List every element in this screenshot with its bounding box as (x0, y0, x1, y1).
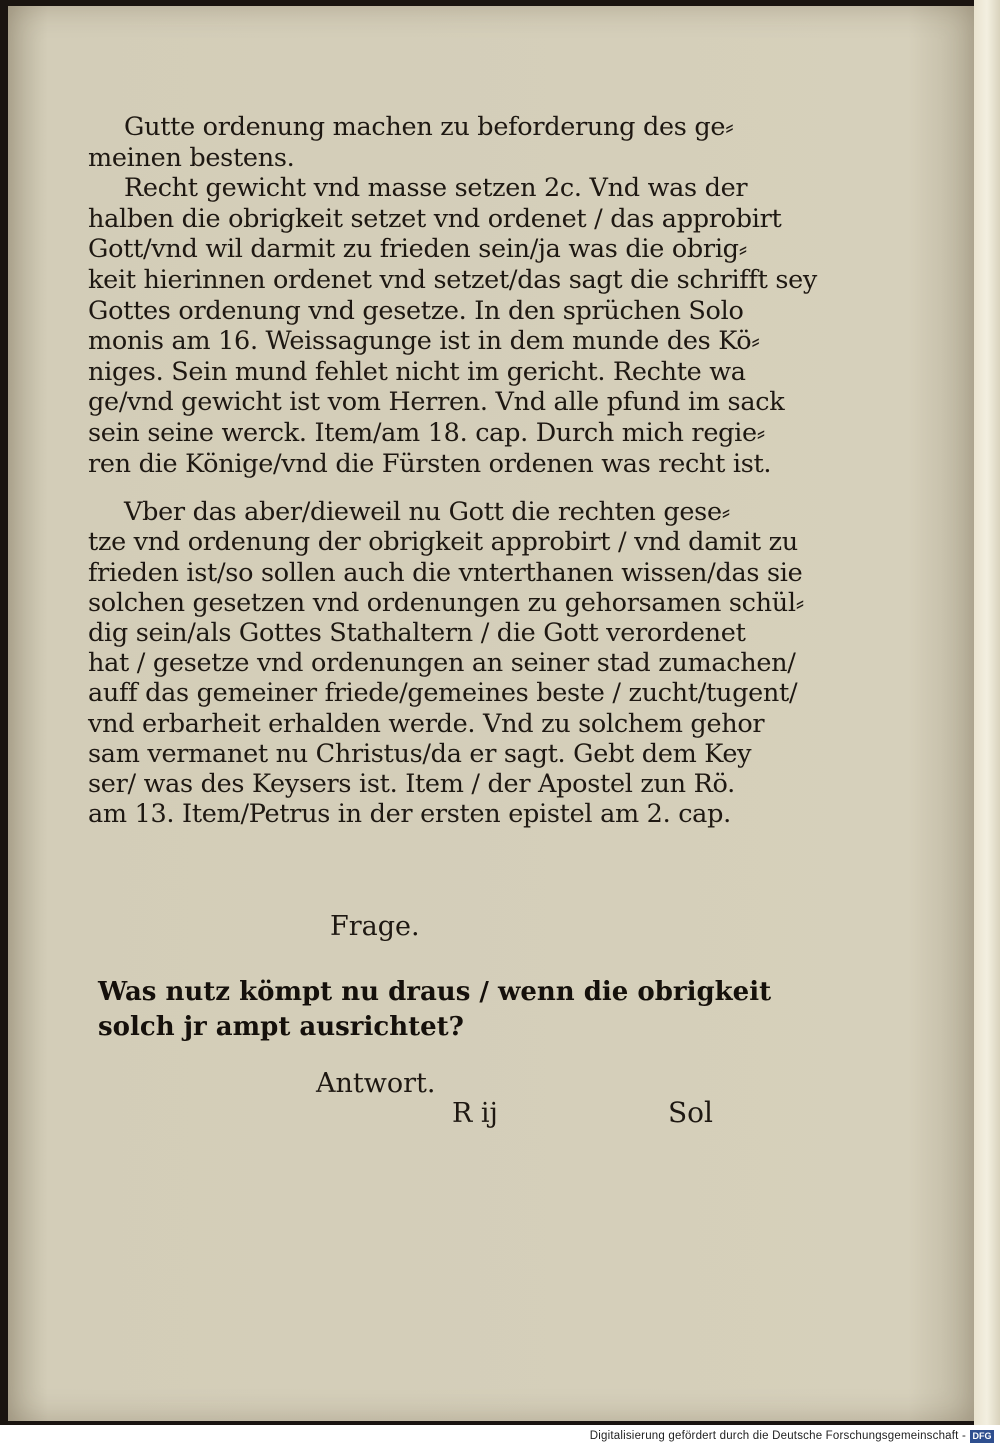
text-line: keit hierinnen ordenet vnd setzet/das sagt die schrifft sey (88, 264, 818, 295)
text-line: monis am 16. Weissagunge ist in dem munde des Kö⸗ (88, 326, 760, 357)
text-line: auff das gemeiner friede/gemeines beste / zucht/tugent/ (88, 678, 798, 709)
text-line: hat / gesetze vnd ordenungen an seiner stad zumachen/ (88, 648, 796, 679)
text-line: niges. Sein mund fehlet nicht im gericht. Rechte wa (88, 356, 746, 387)
text-line: meinen bestens. (88, 142, 295, 173)
text-line: ser/ was des Keysers ist. Item / der Apostel zun Rö. (88, 768, 735, 799)
signature-mark: R ij (452, 1098, 498, 1129)
text-line: ren die Könige/vnd die Fürsten ordenen was recht ist. (88, 448, 772, 479)
text-line: Vber das aber/dieweil nu Gott die rechten gese⸗ (124, 497, 730, 528)
page-fore-edge (974, 0, 1000, 1425)
text-line: frieden ist/so sollen auch die vnterthanen wissen/das sie (88, 557, 803, 588)
dfg-logo-icon: DFG (970, 1430, 994, 1443)
footer-credit: Digitalisierung gefördert durch die Deutsche Forschungsgemeinschaft - (589, 1430, 966, 1442)
heading-antwort: Antwort. (316, 1068, 436, 1099)
text-line: solchen gesetzen vnd ordenungen zu gehorsamen schül⸗ (88, 587, 804, 618)
text-line: vnd erbarheit erhalden werde. Vnd zu solchem gehor (88, 708, 765, 739)
text-line: Was nutz kömpt nu draus / wenn die obrigkeit (98, 977, 772, 1007)
text-line: am 13. Item/Petrus in der ersten epistel am 2. cap. (88, 799, 731, 830)
text-line: dig sein/als Gottes Stathaltern / die Gott verordenet (88, 617, 746, 648)
text-line: sam vermanet nu Christus/da er sagt. Gebt dem Key (88, 738, 752, 769)
paragraph-2 (88, 497, 804, 830)
text-line: tze vnd ordenung der obrigkeit approbirt / vnd damit zu (88, 527, 798, 558)
text-line: Recht gewicht vnd masse setzen 2c. Vnd was der (124, 173, 748, 204)
text-line: ge/vnd gewicht ist vom Herren. Vnd alle pfund im sack (88, 387, 785, 418)
question-text (98, 975, 772, 1045)
paragraph-1 (88, 112, 818, 479)
text-line: solch jr ampt ausrichtet? (98, 1012, 464, 1042)
text-line: halben die obrigkeit setzet vnd ordenet / das approbirt (88, 203, 782, 234)
heading-frage: Frage. (330, 911, 420, 942)
text-line: Gott/vnd wil darmit zu frieden sein/ja was die obrig⸗ (88, 234, 747, 265)
catchword: Sol (668, 1096, 713, 1129)
page-body (88, 112, 818, 830)
text-line: Gutte ordenung machen zu beforderung des ge⸗ (124, 112, 734, 142)
text-line: Gottes ordenung vnd gesetze. In den sprüchen Solo (88, 295, 744, 326)
text-line: sein seine werck. Item/am 18. cap. Durch mich regie⸗ (88, 417, 765, 448)
